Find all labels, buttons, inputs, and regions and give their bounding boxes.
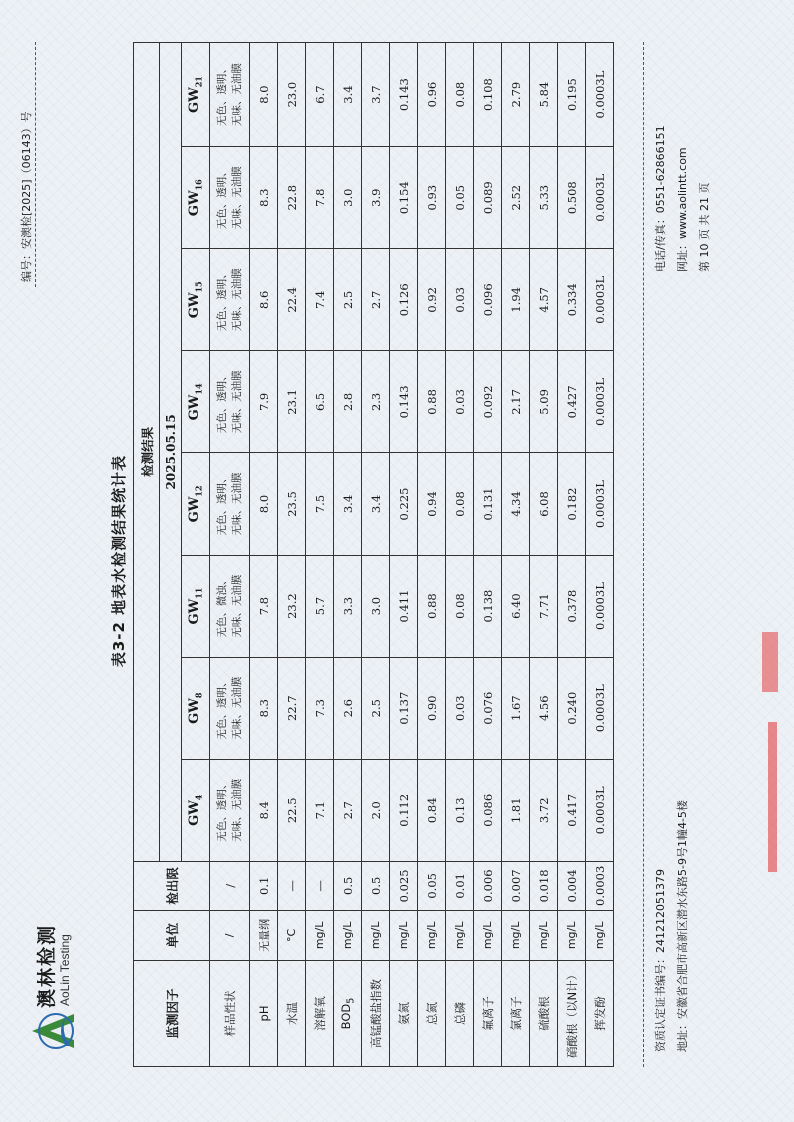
site-header [182,759,210,861]
value-cell: 7.3 [306,657,334,759]
site-subscript: 14 [193,383,204,395]
value-cell: 3.7 [362,43,390,147]
value-cell: 0.182 [558,453,586,555]
limit-cell: / [210,861,250,910]
state-cell [210,351,250,453]
table-row [586,43,614,1067]
value-cell: 0.508 [558,147,586,249]
value-cell: 23.1 [278,351,306,453]
value-cell: 0.03 [446,657,474,759]
value-cell: 22.8 [278,147,306,249]
factor-label: 水温 [284,1001,299,1025]
value-cell: 2.52 [502,147,530,249]
value-cell: 0.138 [474,555,502,657]
state-cell [210,147,250,249]
value-cell: 0.089 [474,147,502,249]
value-cell: 22.7 [278,657,306,759]
value-cell: 7.9 [250,351,278,453]
state-line: 无色、透明、 [215,778,228,842]
value-cell: 22.5 [278,759,306,861]
value-cell: 22.4 [278,249,306,351]
unit-cell: °C [278,910,306,960]
value-cell: 0.143 [390,43,418,147]
value-cell: 2.7 [362,249,390,351]
value-cell: 8.0 [250,43,278,147]
factor-name [278,960,306,1066]
value-cell: 3.4 [334,43,362,147]
factor-label: 硝酸根（以N计） [564,968,579,1059]
factor-name [418,960,446,1066]
state-cell [210,657,250,759]
limit-cell: — [278,861,306,910]
value-cell: 7.71 [530,555,558,657]
certificate-number: 资质认定证书编号：241212051379 [654,869,667,1052]
factor-label: 高锰酸盐指数 [368,978,383,1048]
value-cell: 0.112 [390,759,418,861]
site-header [182,657,210,759]
value-cell: 0.08 [446,453,474,555]
limit-cell: 0.1 [250,861,278,910]
value-cell: 2.7 [334,759,362,861]
value-cell: 0.092 [474,351,502,453]
value-cell: 0.143 [390,351,418,453]
state-line: 无色、透明、 [215,268,228,332]
value-cell: 0.94 [418,453,446,555]
table-row [474,43,502,1067]
factor-name [558,960,586,1066]
state-line: 无色、透明、 [215,63,228,127]
unit-cell: / [210,910,250,960]
table-row [250,43,278,1067]
factor-name [334,960,362,1066]
website: 网址：www.aolintt.com [676,147,689,272]
limit-cell: 0.5 [362,861,390,910]
factor-name [306,960,334,1066]
table-row [278,43,306,1067]
site-label: GW [187,190,203,217]
value-cell: 23.5 [278,453,306,555]
value-cell: 2.0 [362,759,390,861]
state-cell [210,43,250,147]
state-line: 无味、无油膜 [230,472,243,536]
value-cell: 0.0003L [586,759,614,861]
value-cell: 0.378 [558,555,586,657]
state-line: 无味、无油膜 [230,574,243,638]
unit-cell: mg/L [390,910,418,960]
factor-label: 挥发酚 [592,996,607,1031]
value-cell: 0.0003L [586,351,614,453]
table-row [418,43,446,1067]
state-line: 无味、无油膜 [230,676,243,740]
value-cell: 0.427 [558,351,586,453]
value-cell: 0.13 [446,759,474,861]
table-row [502,43,530,1067]
value-cell: 23.2 [278,555,306,657]
value-cell: 0.0003L [586,657,614,759]
value-cell: 1.81 [502,759,530,861]
factor-name [474,960,502,1066]
state-line: 无味、无油膜 [230,166,243,230]
value-cell: 0.08 [446,555,474,657]
limit-cell: 0.025 [390,861,418,910]
state-cell [210,555,250,657]
factor-name [390,960,418,1066]
value-cell: 0.086 [474,759,502,861]
unit-cell: mg/L [530,910,558,960]
limit-cell: 0.004 [558,861,586,910]
value-cell: 2.6 [334,657,362,759]
unit-cell: mg/L [474,910,502,960]
factor-name: 样品性状 [210,960,250,1066]
value-cell: 8.3 [250,147,278,249]
value-cell: 6.40 [502,555,530,657]
site-subscript: 12 [193,485,204,497]
value-cell: 0.411 [390,555,418,657]
phone-fax: 电话/传真：0551-62866151 [654,125,667,272]
value-cell: 23.0 [278,43,306,147]
factor-name [446,960,474,1066]
limit-cell: 0.018 [530,861,558,910]
factor-subscript: 5 [345,997,357,1004]
factor-label: 总氮 [424,1001,439,1025]
site-subscript: 16 [193,179,204,191]
factor-label: 溶解氧 [312,996,327,1031]
site-label: GW [187,292,203,319]
value-cell: 0.076 [474,657,502,759]
value-cell: 0.096 [474,249,502,351]
value-cell: 2.5 [362,657,390,759]
value-cell: 1.67 [502,657,530,759]
logo-text-en: AoLin Testing [58,934,72,1006]
site-subscript: 4 [193,794,204,801]
value-cell: 8.6 [250,249,278,351]
header-factor: 监测因子 [134,960,210,1066]
limit-cell: 0.05 [418,861,446,910]
footer-divider [643,42,644,1067]
site-label: GW [187,394,203,421]
state-line: 无色、透明、 [215,676,228,740]
document-number: 编号：安澳检[2025]（06143）号 [20,111,33,282]
value-cell: 0.126 [390,249,418,351]
value-cell: 0.334 [558,249,586,351]
page-number: 第 10 页 共 21 页 [698,182,711,272]
site-subscript: 11 [193,587,204,599]
state-line: 无味、无油膜 [230,268,243,332]
header-divider [35,42,36,287]
factor-name [530,960,558,1066]
value-cell: 0.88 [418,555,446,657]
site-header [182,249,210,351]
limit-cell: 0.01 [446,861,474,910]
value-cell: 0.0003L [586,147,614,249]
factor-label: 总磷 [452,1001,467,1025]
state-line: 无色、透明、 [215,166,228,230]
site-label: GW [187,598,203,625]
state-line: 无色、透明、 [215,370,228,434]
site-header [182,43,210,147]
header-limit: 检出限 [134,861,210,910]
factor-label: 氨氮 [396,1001,411,1025]
company-address: 地址：安徽省合肥市高新区潜水东路5-9号1幢4-5楼 [676,800,689,1052]
unit-cell: mg/L [418,910,446,960]
state-line: 无味、无油膜 [230,370,243,434]
value-cell: 5.33 [530,147,558,249]
unit-cell: mg/L [334,910,362,960]
value-cell: 3.0 [334,147,362,249]
site-label: GW [187,87,203,113]
site-header [182,351,210,453]
unit-cell: mg/L [502,910,530,960]
limit-cell: 0.007 [502,861,530,910]
table-row [530,43,558,1067]
value-cell: 0.03 [446,351,474,453]
unit-cell: mg/L [306,910,334,960]
table-title: 表3-2 地表水检测结果统计表 [110,454,128,668]
site-header [182,147,210,249]
site-label: GW [187,496,203,523]
value-cell: 0.240 [558,657,586,759]
state-line: 无味、无油膜 [230,63,243,127]
value-cell: 0.225 [390,453,418,555]
value-cell: 0.137 [390,657,418,759]
value-cell: 6.7 [306,43,334,147]
site-subscript: 15 [193,281,204,293]
factor-name [502,960,530,1066]
value-cell: 3.0 [362,555,390,657]
value-cell: 3.3 [334,555,362,657]
table-row [306,43,334,1067]
factor-name [362,960,390,1066]
results-table [133,42,614,1067]
logo-icon [30,1010,78,1052]
state-cell [210,249,250,351]
value-cell: 0.05 [446,147,474,249]
table-row [334,43,362,1067]
value-cell: 4.57 [530,249,558,351]
value-cell: 0.90 [418,657,446,759]
value-cell: 3.4 [362,453,390,555]
limit-cell: 0.006 [474,861,502,910]
red-stamp-mark [768,722,777,872]
state-line: 无色、透明、 [215,472,228,536]
value-cell: 7.5 [306,453,334,555]
site-header [182,453,210,555]
value-cell: 8.4 [250,759,278,861]
table-row [558,43,586,1067]
value-cell: 6.5 [306,351,334,453]
logo-text-cn: 澳林检测 [36,923,58,1008]
value-cell: 4.34 [502,453,530,555]
value-cell: 7.4 [306,249,334,351]
value-cell: 3.72 [530,759,558,861]
unit-cell: mg/L [558,910,586,960]
table-row [362,43,390,1067]
limit-cell: 0.0003 [586,861,614,910]
value-cell: 3.9 [362,147,390,249]
factor-name [250,960,278,1066]
value-cell: 2.5 [334,249,362,351]
value-cell: 2.17 [502,351,530,453]
value-cell: 2.79 [502,43,530,147]
site-subscript: 21 [193,76,204,88]
header-results: 检测结果 [134,43,160,862]
value-cell: 0.0003L [586,555,614,657]
value-cell: 7.1 [306,759,334,861]
value-cell: 4.56 [530,657,558,759]
unit-cell: mg/L [586,910,614,960]
site-subscript: 8 [193,692,204,699]
value-cell: 0.84 [418,759,446,861]
site-header [182,555,210,657]
value-cell: 0.08 [446,43,474,147]
limit-cell: — [306,861,334,910]
unit-cell: mg/L [362,910,390,960]
red-stamp-mark [762,632,778,692]
value-cell: 2.3 [362,351,390,453]
state-line: 无色、微浊、 [215,574,228,638]
limit-cell: 0.5 [334,861,362,910]
value-cell: 0.88 [418,351,446,453]
value-cell: 0.0003L [586,249,614,351]
factor-name [586,960,614,1066]
site-label: GW [187,800,203,826]
value-cell: 0.195 [558,43,586,147]
factor-label: 氟离子 [480,996,495,1031]
state-cell [210,453,250,555]
factor-label: 氯离子 [508,996,523,1031]
site-label: GW [187,698,203,724]
value-cell: 7.8 [250,555,278,657]
value-cell: 1.94 [502,249,530,351]
value-cell: 0.417 [558,759,586,861]
value-cell: 3.4 [334,453,362,555]
value-cell: 6.08 [530,453,558,555]
unit-cell: 无量纲 [250,910,278,960]
value-cell: 5.84 [530,43,558,147]
header-date: 2025.05.15 [160,43,182,862]
unit-cell: mg/L [446,910,474,960]
value-cell: 0.108 [474,43,502,147]
value-cell: 0.0003L [586,43,614,147]
company-logo [30,882,82,1052]
value-cell: 2.8 [334,351,362,453]
value-cell: 0.93 [418,147,446,249]
header-unit: 单位 [134,910,210,960]
value-cell: 0.03 [446,249,474,351]
value-cell: 5.09 [530,351,558,453]
state-cell [210,759,250,861]
state-line: 无味、无油膜 [230,778,243,842]
value-cell: 0.96 [418,43,446,147]
value-cell: 0.154 [390,147,418,249]
factor-label: BOD [338,1003,353,1030]
value-cell: 8.0 [250,453,278,555]
factor-label: 硫酸根 [536,996,551,1031]
value-cell: 0.131 [474,453,502,555]
table-row [390,43,418,1067]
value-cell: 5.7 [306,555,334,657]
value-cell: 8.3 [250,657,278,759]
table-row [446,43,474,1067]
value-cell: 0.92 [418,249,446,351]
value-cell: 7.8 [306,147,334,249]
value-cell: 0.0003L [586,453,614,555]
factor-label: pH [256,1005,271,1022]
